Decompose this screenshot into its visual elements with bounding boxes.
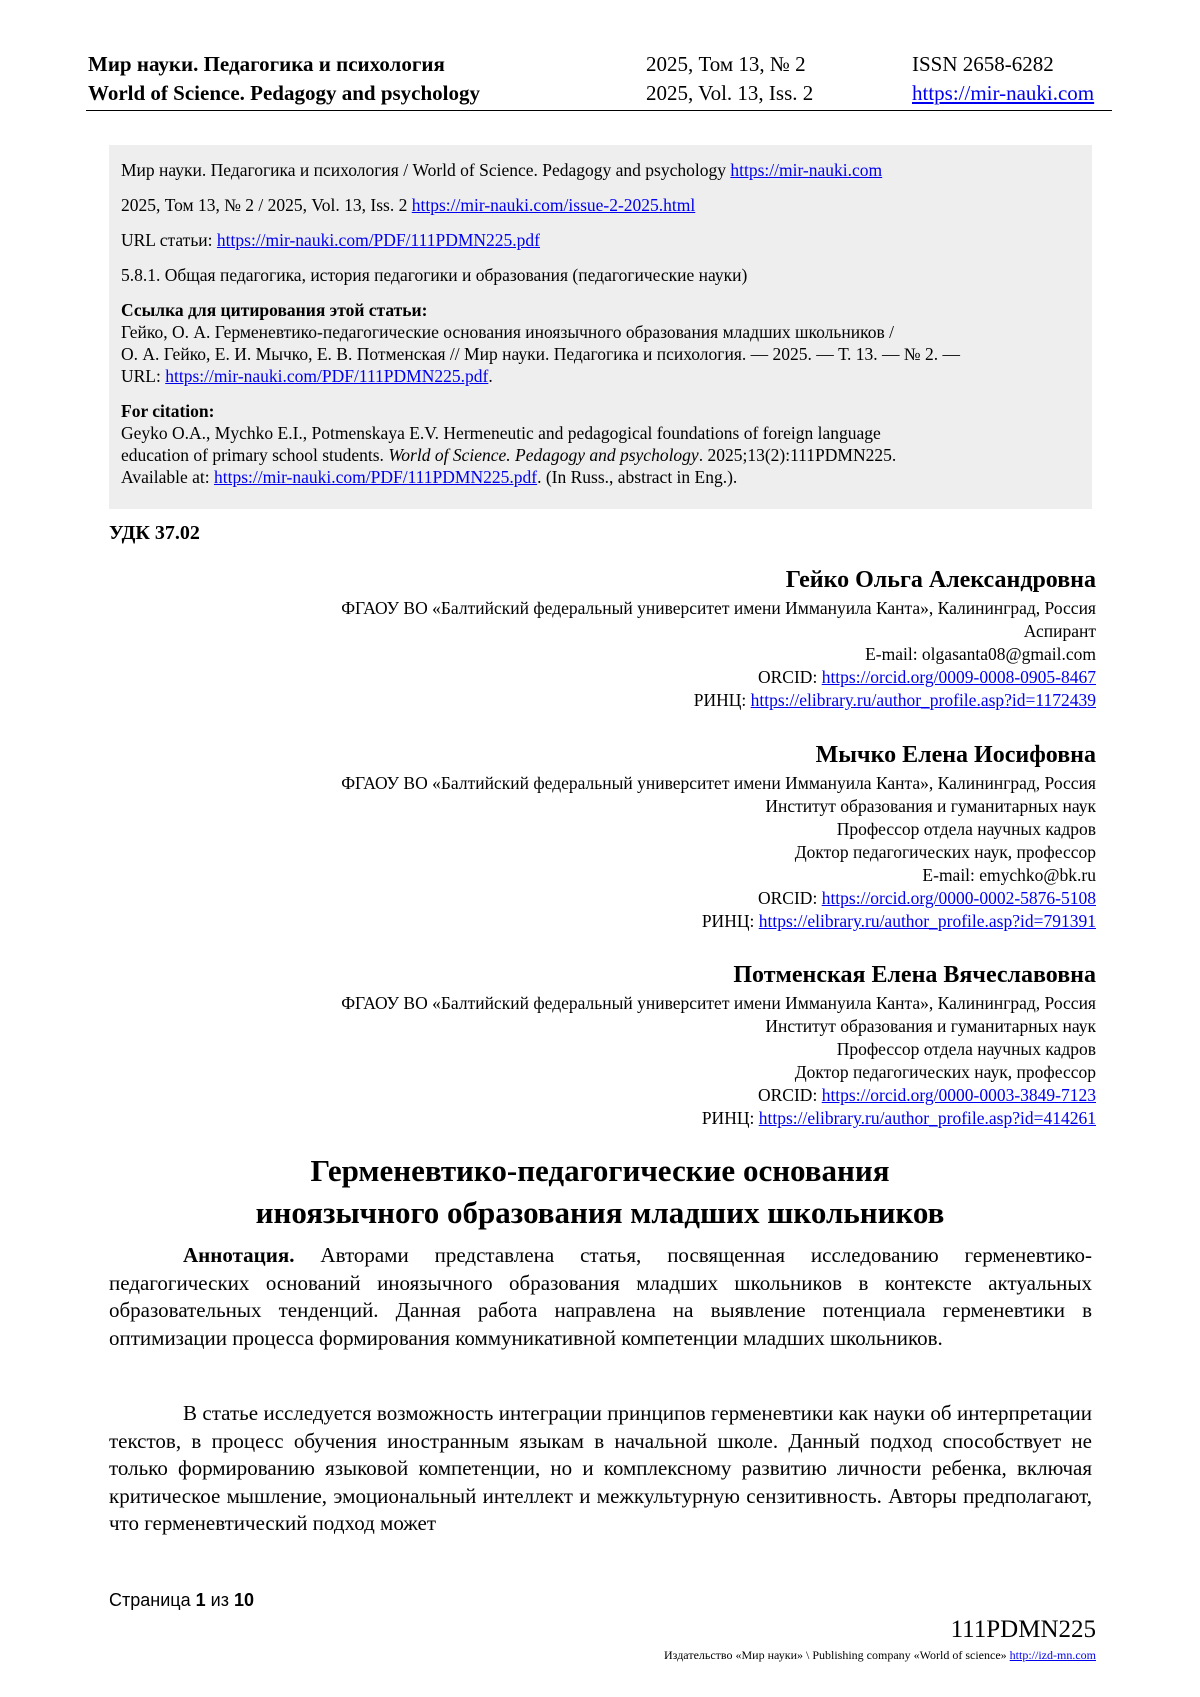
udk-code: УДК 37.02 — [109, 522, 200, 544]
author-affiliation: ФГАОУ ВО «Балтийский федеральный университет имени Иммануила Канта», Калининград, Россия — [341, 773, 1096, 793]
citation-ru-line1: Гейко, О. А. Герменевтико-педагогические основания иноязычного образования младших школьников / — [121, 322, 894, 342]
author-rinc: РИНЦ: https://elibrary.ru/author_profile.asp?id=414261 — [701, 1108, 1096, 1128]
author-rinc: РИНЦ: https://elibrary.ru/author_profile.asp?id=791391 — [701, 911, 1096, 931]
issue-link[interactable]: https://mir-nauki.com/issue-2-2025.html — [411, 195, 696, 215]
author-card — [341, 960, 1096, 1130]
journal-link[interactable]: https://mir-nauki.com — [730, 160, 883, 180]
citation-ru-line3: URL: https://mir-nauki.com/PDF/111PDMN225.pdf. — [121, 366, 493, 386]
author-orcid: ORCID: https://orcid.org/0009-0008-0905-8467 — [758, 667, 1096, 687]
orcid-link[interactable]: https://orcid.org/0000-0003-3849-7123 — [821, 1085, 1096, 1105]
orcid-link[interactable]: https://orcid.org/0009-0008-0905-8467 — [821, 667, 1096, 687]
author-card — [341, 565, 1096, 712]
author-degree: Доктор педагогических наук, профессор — [794, 1062, 1096, 1082]
author-degree: Доктор педагогических наук, профессор — [794, 842, 1096, 862]
page-number: Страница 1 из 10 — [109, 1590, 254, 1610]
article-pdf-link[interactable]: https://mir-nauki.com/PDF/111PDMN225.pdf — [216, 230, 540, 250]
author-position: Профессор отдела научных кадров — [836, 819, 1096, 839]
citation-en-link[interactable]: https://mir-nauki.com/PDF/111PDMN225.pdf — [213, 467, 538, 487]
citation-en — [121, 400, 1080, 488]
body-text: В статье исследуется возможность интеграции принципов герменевтики как науки об интерпретации текстов, в процесс обучения иностранным языкам в начальной школе. Данный подход способствует не только формированию языковой компетенции, но и комплексному развитию личности ребенка, включая критическое мышление, эмоциональный интеллект и межкультурную сензитивность. Авторы предполагают, что герменевтический подход может — [109, 1401, 1092, 1535]
rinc-link[interactable]: https://elibrary.ru/author_profile.asp?id=1172439 — [750, 690, 1096, 710]
rinc-link[interactable]: https://elibrary.ru/author_profile.asp?id=414261 — [758, 1108, 1096, 1128]
site-link[interactable]: https://mir-nauki.com — [912, 81, 1095, 105]
article-title-line2: иноязычного образования младших школьников — [255, 1195, 945, 1230]
article-title-line1: Герменевтико-педагогические основания — [310, 1153, 890, 1188]
rinc-link[interactable]: https://elibrary.ru/author_profile.asp?id=791391 — [758, 911, 1096, 931]
citation-ru-link[interactable]: https://mir-nauki.com/PDF/111PDMN225.pdf — [165, 366, 489, 386]
author-rinc: РИНЦ: https://elibrary.ru/author_profile.asp?id=1172439 — [693, 690, 1096, 710]
citation-ru — [121, 299, 1080, 387]
author-position: Профессор отдела научных кадров — [836, 1039, 1096, 1059]
issue-line: 2025, Том 13, № 2 / 2025, Vol. 13, Iss. 2 https://mir-nauki.com/issue-2-2025.html — [121, 195, 696, 215]
citation-ru-heading: Ссылка для цитирования этой статьи: — [121, 300, 428, 320]
author-affiliation: ФГАОУ ВО «Балтийский федеральный университет имени Иммануила Канта», Калининград, Россия — [341, 598, 1096, 618]
citation-en-line3: Available at: https://mir-nauki.com/PDF/111PDMN225.pdf. (In Russ., abstract in Eng.). — [121, 467, 738, 487]
abstract-paragraph — [109, 1242, 1092, 1352]
author-email: E-mail: emychko@bk.ru — [922, 865, 1096, 885]
author-card — [341, 740, 1096, 933]
abstract-text: Авторами представлена статья, посвященная исследованию герменевтико-педагогических оснований иноязычного образования младших школьников в контексте актуальных образовательных тенденций. Данная работа направлена на выявление потенциала герменевтики в оптимизации процесса формирования коммуникативной компетенции младших школьников. — [109, 1243, 1093, 1350]
citation-en-line1: Geyko O.A., Mychko E.I., Potmenskaya E.V. Hermeneutic and pedagogical foundations of foreign language — [121, 423, 881, 443]
publisher-link[interactable]: http://izd-mn.com — [1009, 1648, 1096, 1662]
publisher-line: Издательство «Мир науки» \ Publishing company «World of science» http://izd-mn.com — [664, 1648, 1096, 1662]
issn: ISSN 2658-6282 — [912, 52, 1054, 76]
orcid-link[interactable]: https://orcid.org/0000-0002-5876-5108 — [821, 888, 1096, 908]
issue-en: 2025, Vol. 13, Iss. 2 — [646, 81, 814, 105]
citation-ru-line2: О. А. Гейко, Е. И. Мычко, Е. В. Потменская // Мир науки. Педагогика и психология. — 2025. — Т. 13. — № 2. — — [121, 344, 961, 364]
specialty-line: 5.8.1. Общая педагогика, история педагогики и образования (педагогические науки) — [121, 265, 748, 285]
author-orcid: ORCID: https://orcid.org/0000-0002-5876-5108 — [758, 888, 1096, 908]
article-url-line: URL статьи: https://mir-nauki.com/PDF/111PDMN225.pdf — [121, 230, 540, 250]
author-institute: Институт образования и гуманитарных наук — [765, 1016, 1096, 1036]
author-email: E-mail: olgasanta08@gmail.com — [865, 644, 1096, 664]
citation-en-heading: For citation: — [121, 401, 215, 421]
citation-en-journal: World of Science. Pedagogy and psychology — [388, 445, 699, 465]
author-affiliation: ФГАОУ ВО «Балтийский федеральный университет имени Иммануила Канта», Калининград, Россия — [341, 993, 1096, 1013]
author-orcid: ORCID: https://orcid.org/0000-0003-3849-7123 — [758, 1085, 1096, 1105]
journal-line: Мир науки. Педагогика и психология / World of Science. Pedagogy and psychology https://mir-nauki.com — [121, 160, 883, 180]
author-name: Гейко Ольга Александровна — [785, 567, 1096, 593]
author-position: Аспирант — [1023, 621, 1096, 641]
author-institute: Институт образования и гуманитарных наук — [765, 796, 1096, 816]
issue-ru: 2025, Том 13, № 2 — [646, 52, 806, 76]
body-paragraph — [109, 1400, 1092, 1538]
header-divider — [86, 110, 1112, 111]
article-info-box — [109, 145, 1092, 509]
article-title — [100, 1150, 1100, 1234]
journal-title-ru: Мир науки. Педагогика и психология — [88, 52, 445, 76]
journal-title-en: World of Science. Pedagogy and psychology — [88, 81, 481, 105]
abstract-label: Аннотация. — [183, 1243, 295, 1267]
author-name: Потменская Елена Вячеславовна — [733, 962, 1096, 988]
citation-en-line2: education of primary school students. World of Science. Pedagogy and psychology. 2025;13(2):111PDMN225. — [121, 445, 897, 465]
article-code: 111PDMN225 — [950, 1616, 1096, 1643]
author-name: Мычко Елена Иосифовна — [815, 742, 1096, 768]
